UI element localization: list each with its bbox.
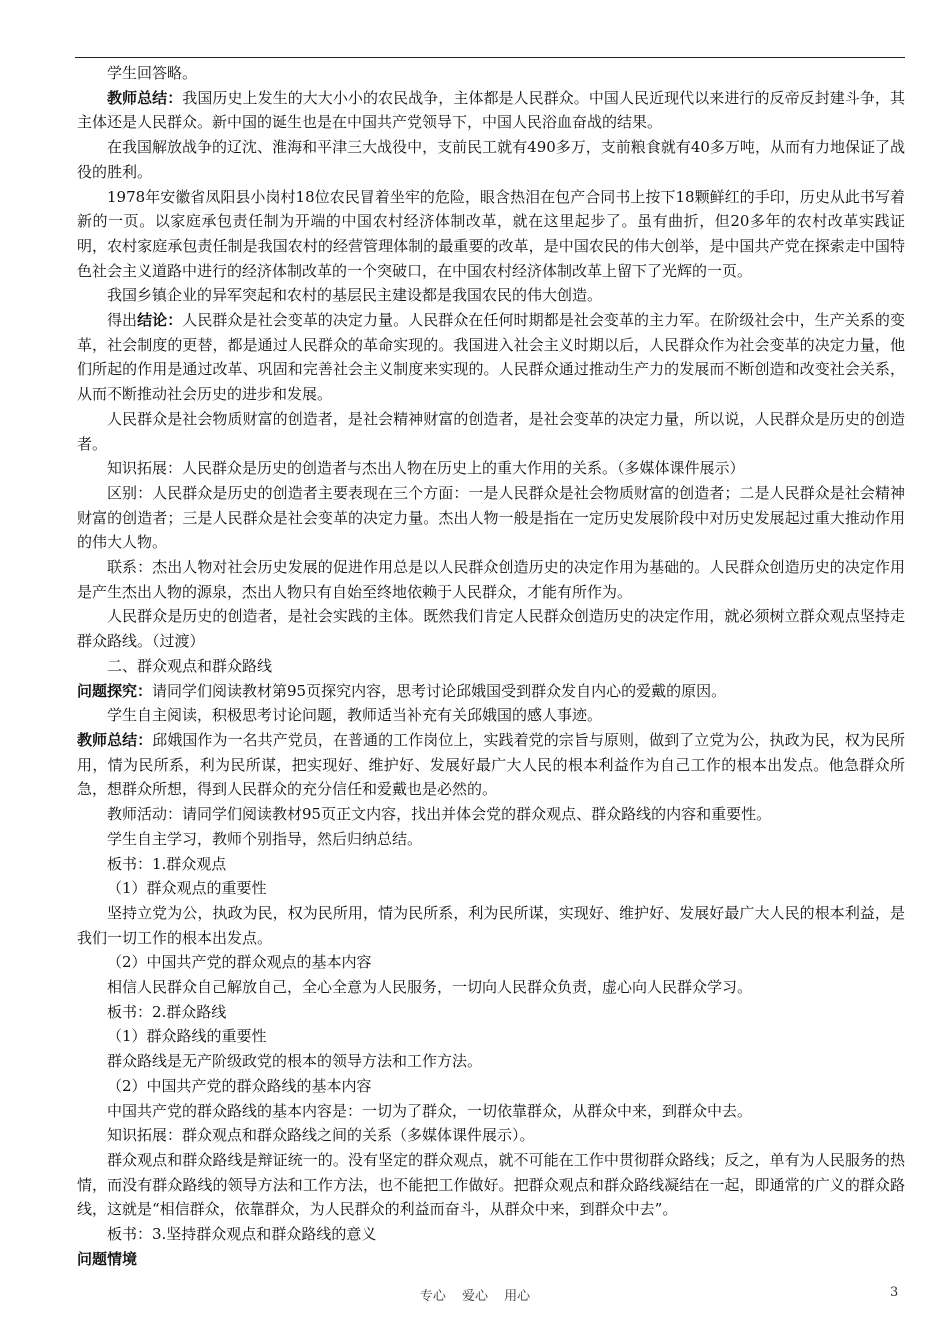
paragraph-31 (77, 1247, 905, 1272)
paragraph-19: （1）群众观点的重要性 (107, 879, 267, 898)
label-problem-situation: 问题情境 (77, 1249, 138, 1268)
header-rule (75, 57, 905, 58)
board-note-3: 板书：3.坚持群众观点和群众路线的意义 (107, 1225, 377, 1244)
paragraph-8: 知识拓展：人民群众是历史的创造者与杰出人物在历史上的重大作用的关系。（多媒体课件展示） (107, 459, 745, 478)
page-number: 3 (890, 1285, 899, 1300)
paragraph-27: 中国共产党的群众路线的基本内容是：一切为了群众，一切依靠群众，从群众中来，到群众中去。 (107, 1101, 753, 1120)
paragraph-11: 人民群众是历史的创造者，是社会实践的主体。既然我们肯定人民群众创造历史的决定作用，就必须树立群众观点坚持走群众路线。（过渡） (77, 607, 905, 651)
paragraph-20: 坚持立党为公，执政为民，权为民所用，情为民所系，利为民所谋，实现好、维护好、发展好最广大人民的根本利益，是我们一切工作的根本出发点。 (77, 903, 905, 947)
paragraph-15: 教师总结：邱娥国作为一名共产党员，在普通的工作岗位上，实践着党的宗旨与原则，做到了立党为公，执政为民，权为民所用，情为民所系，利为民所谋，把实现好、维护好、发展好最广大人民的根本利益作为自己工作的根本出发点。他急群众所急，想群众所想，得到人民群众的充分信任和爱戴也是必然的。 (77, 730, 905, 799)
paragraph-9: 区别：人民群众是历史的创造者主要表现在三个方面：一是人民群众是社会物质财富的创造者；二是人民群众是社会精神财富的创造者；三是人民群众是社会变革的决定力量。杰出人物一般是指在一定历史发展阶段中对历史发展起过重大推动作用的伟大人物。 (77, 483, 905, 552)
section-heading-2: 二、群众观点和群众路线 (107, 656, 273, 675)
board-note-1: 板书：1.群众观点 (107, 854, 227, 873)
label-teacher-summary-2: 教师总结： (77, 730, 153, 749)
footer-slogan-3: 用心 (504, 1289, 531, 1304)
paragraph-29: 群众观点和群众路线是辩证统一的。没有坚定的群众观点，就不可能在工作中贯彻群众路线；反之，单有为人民服务的热情，而没有群众路线的领导方法和工作方法，也不能把工作做好。把群众观点和群众路线凝结在一起，即通常的广义的群众路线，这就是“相信群众，依靠群众，为人民群众的利益而奋斗，从群众中来，到群众中去”。 (77, 1150, 905, 1219)
paragraph-14: 学生自主阅读，积极思考讨论问题，教师适当补充有关邱娥国的感人事迹。 (107, 706, 603, 725)
paragraph-13: 问题探究：请同学们阅读教材第95页探究内容，思考讨论邱娥国受到群众发自内心的爱戴的原因。 (77, 681, 727, 700)
paragraph-24: （1）群众路线的重要性 (107, 1027, 267, 1046)
paragraph-26: （2）中国共产党的群众路线的基本内容 (107, 1076, 372, 1095)
document-body (77, 61, 905, 1271)
paragraph-22: 相信人民群众自己解放自己，全心全意为人民服务，一切向人民群众负责，虚心向人民群众学习。 (107, 978, 753, 997)
paragraph-4: 1978年安徽省凤阳县小岗村18位农民冒着坐牢的危险，眼含热泪在包产合同书上按下18颗鲜红的手印，历史从此书写着新的一页。以家庭承包责任制为开端的中国农村经济体制改革，就在这里起步了。虽有曲折，但20多年的农村改革实践证明，农村家庭承包责任制是我国农村的经营管理体制的最重要的改革，是中国农民的伟大创举，是中国共产党在探索走中国特色社会主义道路中进行的经济体制改革的一个突破口，在中国农村经济体制改革上留下了光辉的一页。 (77, 187, 905, 280)
paragraph-1: 学生回答略。 (107, 64, 198, 82)
paragraph-2: 教师总结：我国历史上发生的大大小小的农民战争，主体都是人民群众。中国人民近现代以来进行的反帝反封建斗争，其主体还是人民群众。新中国的诞生也是在中国共产党领导下，中国人民浴血奋战的结果。 (77, 88, 905, 132)
paragraph-17: 学生自主学习，教师个别指导，然后归纳总结。 (107, 829, 423, 848)
label-conclusion: 结论： (137, 311, 183, 330)
label-teacher-summary: 教师总结： (107, 88, 183, 107)
paragraph-21: （2）中国共产党的群众观点的基本内容 (107, 953, 372, 972)
label-problem-inquiry: 问题探究： (77, 681, 153, 700)
paragraph-25: 群众路线是无产阶级政党的根本的领导方法和工作方法。 (107, 1052, 483, 1071)
paragraph-5: 我国乡镇企业的异军突起和农村的基层民主建设都是我国农民的伟大创造。 (107, 286, 603, 305)
paragraph-7: 人民群众是社会物质财富的创造者，是社会精神财富的创造者，是社会变革的决定力量，所以说，人民群众是历史的创造者。 (77, 409, 905, 453)
paragraph-16: 教师活动：请同学们阅读教材95页正文内容，找出并体会党的群众观点、群众路线的内容和重要性。 (107, 805, 772, 824)
paragraph-6: 得出结论：人民群众是社会变革的决定力量。人民群众在任何时期都是社会变革的主力军。在阶级社会中，生产关系的变革，社会制度的更替，都是通过人民群众的革命实现的。我国进入社会主义时期以后，人民群众作为社会变革的决定力量，他们所起的作用是通过改革、巩固和完善社会主义制度来实现的。人民群众通过推动生产力的发展而不断创造和改变社会关系，从而不断推动社会历史的进步和发展。 (77, 311, 905, 404)
page-footer (0, 1285, 950, 1304)
footer-slogan-2: 爱心 (461, 1289, 488, 1304)
footer-slogan-1: 专心 (419, 1289, 446, 1304)
paragraph-3: 在我国解放战争的辽沈、淮海和平津三大战役中，支前民工就有490多万，支前粮食就有40多万吨，从而有力地保证了战役的胜利。 (77, 138, 905, 181)
paragraph-10: 联系：杰出人物对社会历史发展的促进作用总是以人民群众创造历史的决定作用为基础的。人民群众创造历史的决定作用是产生杰出人物的源泉，杰出人物只有自始至终地依赖于人民群众，才能有所作为。 (77, 558, 905, 601)
paragraph-28: 知识拓展：群众观点和群众路线之间的关系（多媒体课件展示）。 (107, 1126, 535, 1145)
board-note-2: 板书：2.群众路线 (107, 1002, 227, 1021)
